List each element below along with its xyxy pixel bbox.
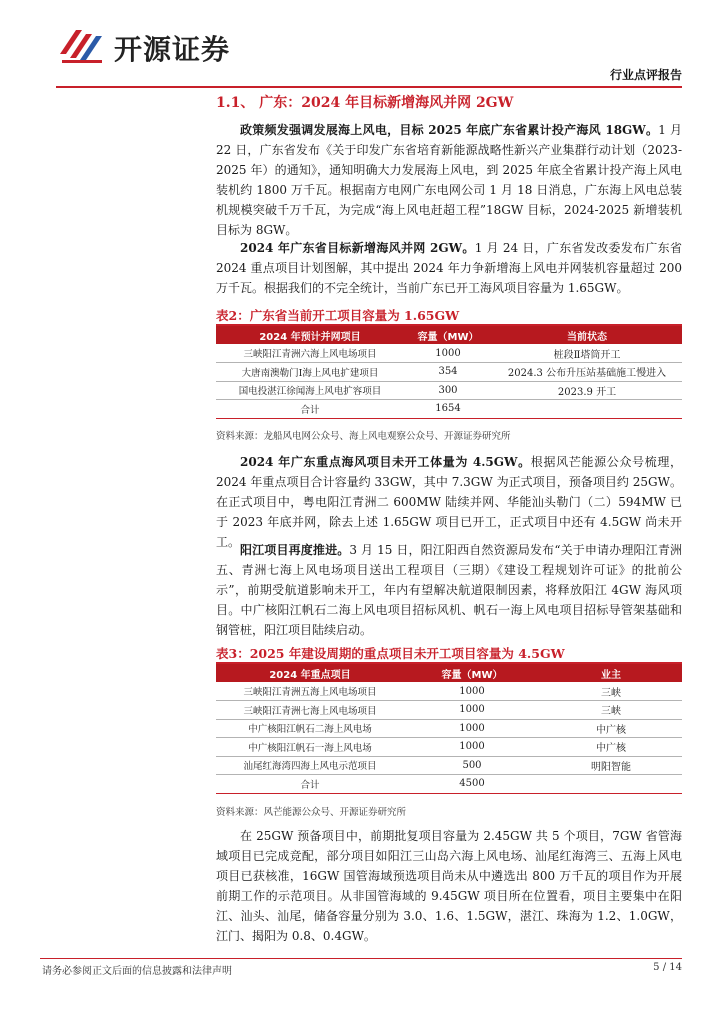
col-header-status: 当前状态 — [492, 326, 682, 344]
table3-source: 资料来源：风芒能源公众号、开源证券研究所 — [216, 807, 407, 818]
cell-status — [492, 400, 682, 419]
cell-owner: 三峡 — [540, 701, 682, 720]
header-divider — [56, 86, 682, 88]
paragraph-lead: 2024 年广东省目标新增海风并网 2GW。 — [240, 241, 475, 255]
footer-divider — [40, 958, 682, 959]
table-row — [216, 363, 682, 382]
cell-status: 2024.3 公布升压站基础施工慢进入 — [492, 363, 682, 382]
cell-project: 三峡阳江青洲五海上风电场项目 — [216, 682, 404, 701]
paragraph-target-2024 — [216, 238, 682, 298]
col-header-project: 2024 年重点项目 — [216, 664, 404, 682]
table3 — [216, 664, 682, 794]
col-header-capacity: 容量（MW） — [404, 664, 540, 682]
cell-project: 大唐南澳勒门Ⅰ海上风电扩建项目 — [216, 363, 404, 382]
table2-source: 资料来源：龙船风电网公众号、海上风电观察公众号、开源证券研究所 — [216, 431, 511, 442]
cell-project: 汕尾红海湾四海上风电示范项目 — [216, 756, 404, 775]
cell-project: 中广核阳江帆石一海上风电场 — [216, 738, 404, 757]
col-header-owner: 业主 — [540, 664, 682, 682]
cell-project: 三峡阳江青洲六海上风电场项目 — [216, 344, 404, 363]
paragraph-policy — [216, 120, 682, 240]
cell-status: 桩段Ⅱ塔筒开工 — [492, 344, 682, 363]
table-row — [216, 756, 682, 775]
table-row — [216, 738, 682, 757]
table-total-row — [216, 775, 682, 794]
paragraph-lead: 2024 年广东重点海风项目未开工体量为 4.5GW。 — [240, 455, 531, 469]
paragraph-body: 1 月 24 日，广东省发改委发布广东省 2024 重点项目计划图解，其中提出 2024 年力争新增海上风电并网装机容量超过 200 万千瓦。根据我们的不完全统计，当前广东已开工海风项目容量为 1.65GW。 — [216, 241, 682, 295]
cell-owner: 三峡 — [540, 682, 682, 701]
section-title: 1.1、 广东：2024 年目标新增海风并网 2GW — [216, 95, 514, 111]
cell-total-label: 合计 — [216, 400, 404, 419]
cell-owner — [540, 775, 682, 794]
kaiyuan-logo-icon — [56, 20, 112, 68]
cell-capacity: 1000 — [404, 682, 540, 701]
table3-title: 表3：2025 年建设周期的重点项目未开工项目容量为 4.5GW — [216, 646, 565, 661]
cell-owner: 明阳智能 — [540, 756, 682, 775]
paragraph-unstarted — [216, 452, 682, 552]
cell-total-capacity: 1654 — [404, 400, 492, 419]
cell-total-capacity: 4500 — [404, 775, 540, 794]
cell-capacity: 1000 — [404, 701, 540, 720]
cell-capacity: 1000 — [404, 738, 540, 757]
table2-title: 表2：广东省当前开工项目容量为 1.65GW — [216, 308, 460, 323]
paragraph-reserve-projects — [216, 826, 682, 946]
paragraph-lead: 政策频发强调发展海上风电，目标 2025 年底广东省累计投产海风 18GW。 — [240, 123, 659, 137]
paragraph-body: 根据风芒能源公众号梳理，2024 年重点项目合计容量约 33GW，其中 7.3GW 为正式项目，预备项目约 25GW。在正式项目中，粤电阳江青洲二 600MW 陆续并网、华能汕头勒门（二）594MW 已于 2023 年底并网，除去上述 1.65GW 项目已开工，正式项目中还有 4.5GW 尚未开工。 — [216, 455, 682, 549]
table-total-row — [216, 400, 682, 419]
cell-capacity: 300 — [404, 381, 492, 400]
cell-project: 三峡阳江青洲七海上风电场项目 — [216, 701, 404, 720]
cell-capacity: 500 — [404, 756, 540, 775]
page-number: 5 / 14 — [653, 962, 682, 973]
table-header-row — [216, 326, 682, 344]
cell-owner: 中广核 — [540, 719, 682, 738]
paragraph-yangjiang — [216, 540, 682, 640]
cell-project: 中广核阳江帆石二海上风电场 — [216, 719, 404, 738]
page-header — [56, 16, 682, 84]
table-row — [216, 719, 682, 738]
brand-name: 开源证券 — [114, 33, 231, 66]
cell-owner: 中广核 — [540, 738, 682, 757]
col-header-capacity: 容量（MW） — [404, 326, 492, 344]
footer-disclaimer: 请务必参阅正文后面的信息披露和法律声明 — [42, 966, 232, 977]
cell-capacity: 354 — [404, 363, 492, 382]
table2 — [216, 326, 682, 419]
table-row — [216, 381, 682, 400]
paragraph-body: 3 月 15 日，阳江阳西自然资源局发布“关于申请办理阳江青洲五、青洲七海上风电场项目送出工程项目（三期）《建设工程规划许可证》的批前公示”，前期受航道影响未开工，年内有望解决航道限制因素，将释放阳江 4GW 海风项目。中广核阳江帆石二海上风电项目招标风机、帆石一海上风电项目招标导管架基础和钢管桩，阳江项目陆续启动。 — [216, 543, 682, 637]
table-row — [216, 701, 682, 720]
cell-capacity: 1000 — [404, 344, 492, 363]
table-row — [216, 344, 682, 363]
cell-project: 国电投湛江徐闻海上风电扩容项目 — [216, 381, 404, 400]
report-type: 行业点评报告 — [609, 68, 682, 82]
table-header-row — [216, 664, 682, 682]
paragraph-body: 1 月 22 日，广东省发布《关于印发广东省培育新能源战略性新兴产业集群行动计划（2023-2025 年）的通知》，通知明确大力发展海上风电，到 2025 年底全省累计投产海上风电装机约 1800 万千瓦。根据南方电网广东电网公司 1 月 18 日消息，广东海上风电总装机规模突破千万千瓦，为完成“海上风电赶超工程”18GW 目标，2024-2025 新增装机目标为 8GW。 — [216, 123, 683, 237]
cell-status: 2023.9 开工 — [492, 381, 682, 400]
paragraph-lead: 阳江项目再度推进。 — [240, 543, 350, 557]
paragraph-body: 在 25GW 预备项目中，前期批复项目容量为 2.45GW 共 5 个项目，7GW 省管海域项目已完成竞配，部分项目如阳江三山岛六海上风电场、汕尾红海湾三、五海上风电项目已获核准，16GW 国管海域预选项目尚未从中遴选出 800 万千瓦的项目作为开展前期工作的示范项目。从非国管海域的 9.45GW 项目所在位置看，项目主要集中在阳江、汕头、汕尾，储备容量分别为 3.0、1.6、1.5GW，湛江、珠海为 1.2、1.0GW，江门、揭阳为 0.8、0.4GW。 — [216, 829, 682, 943]
table-row — [216, 682, 682, 701]
col-header-project: 2024 年预计并网项目 — [216, 326, 404, 344]
cell-capacity: 1000 — [404, 719, 540, 738]
cell-total-label: 合计 — [216, 775, 404, 794]
